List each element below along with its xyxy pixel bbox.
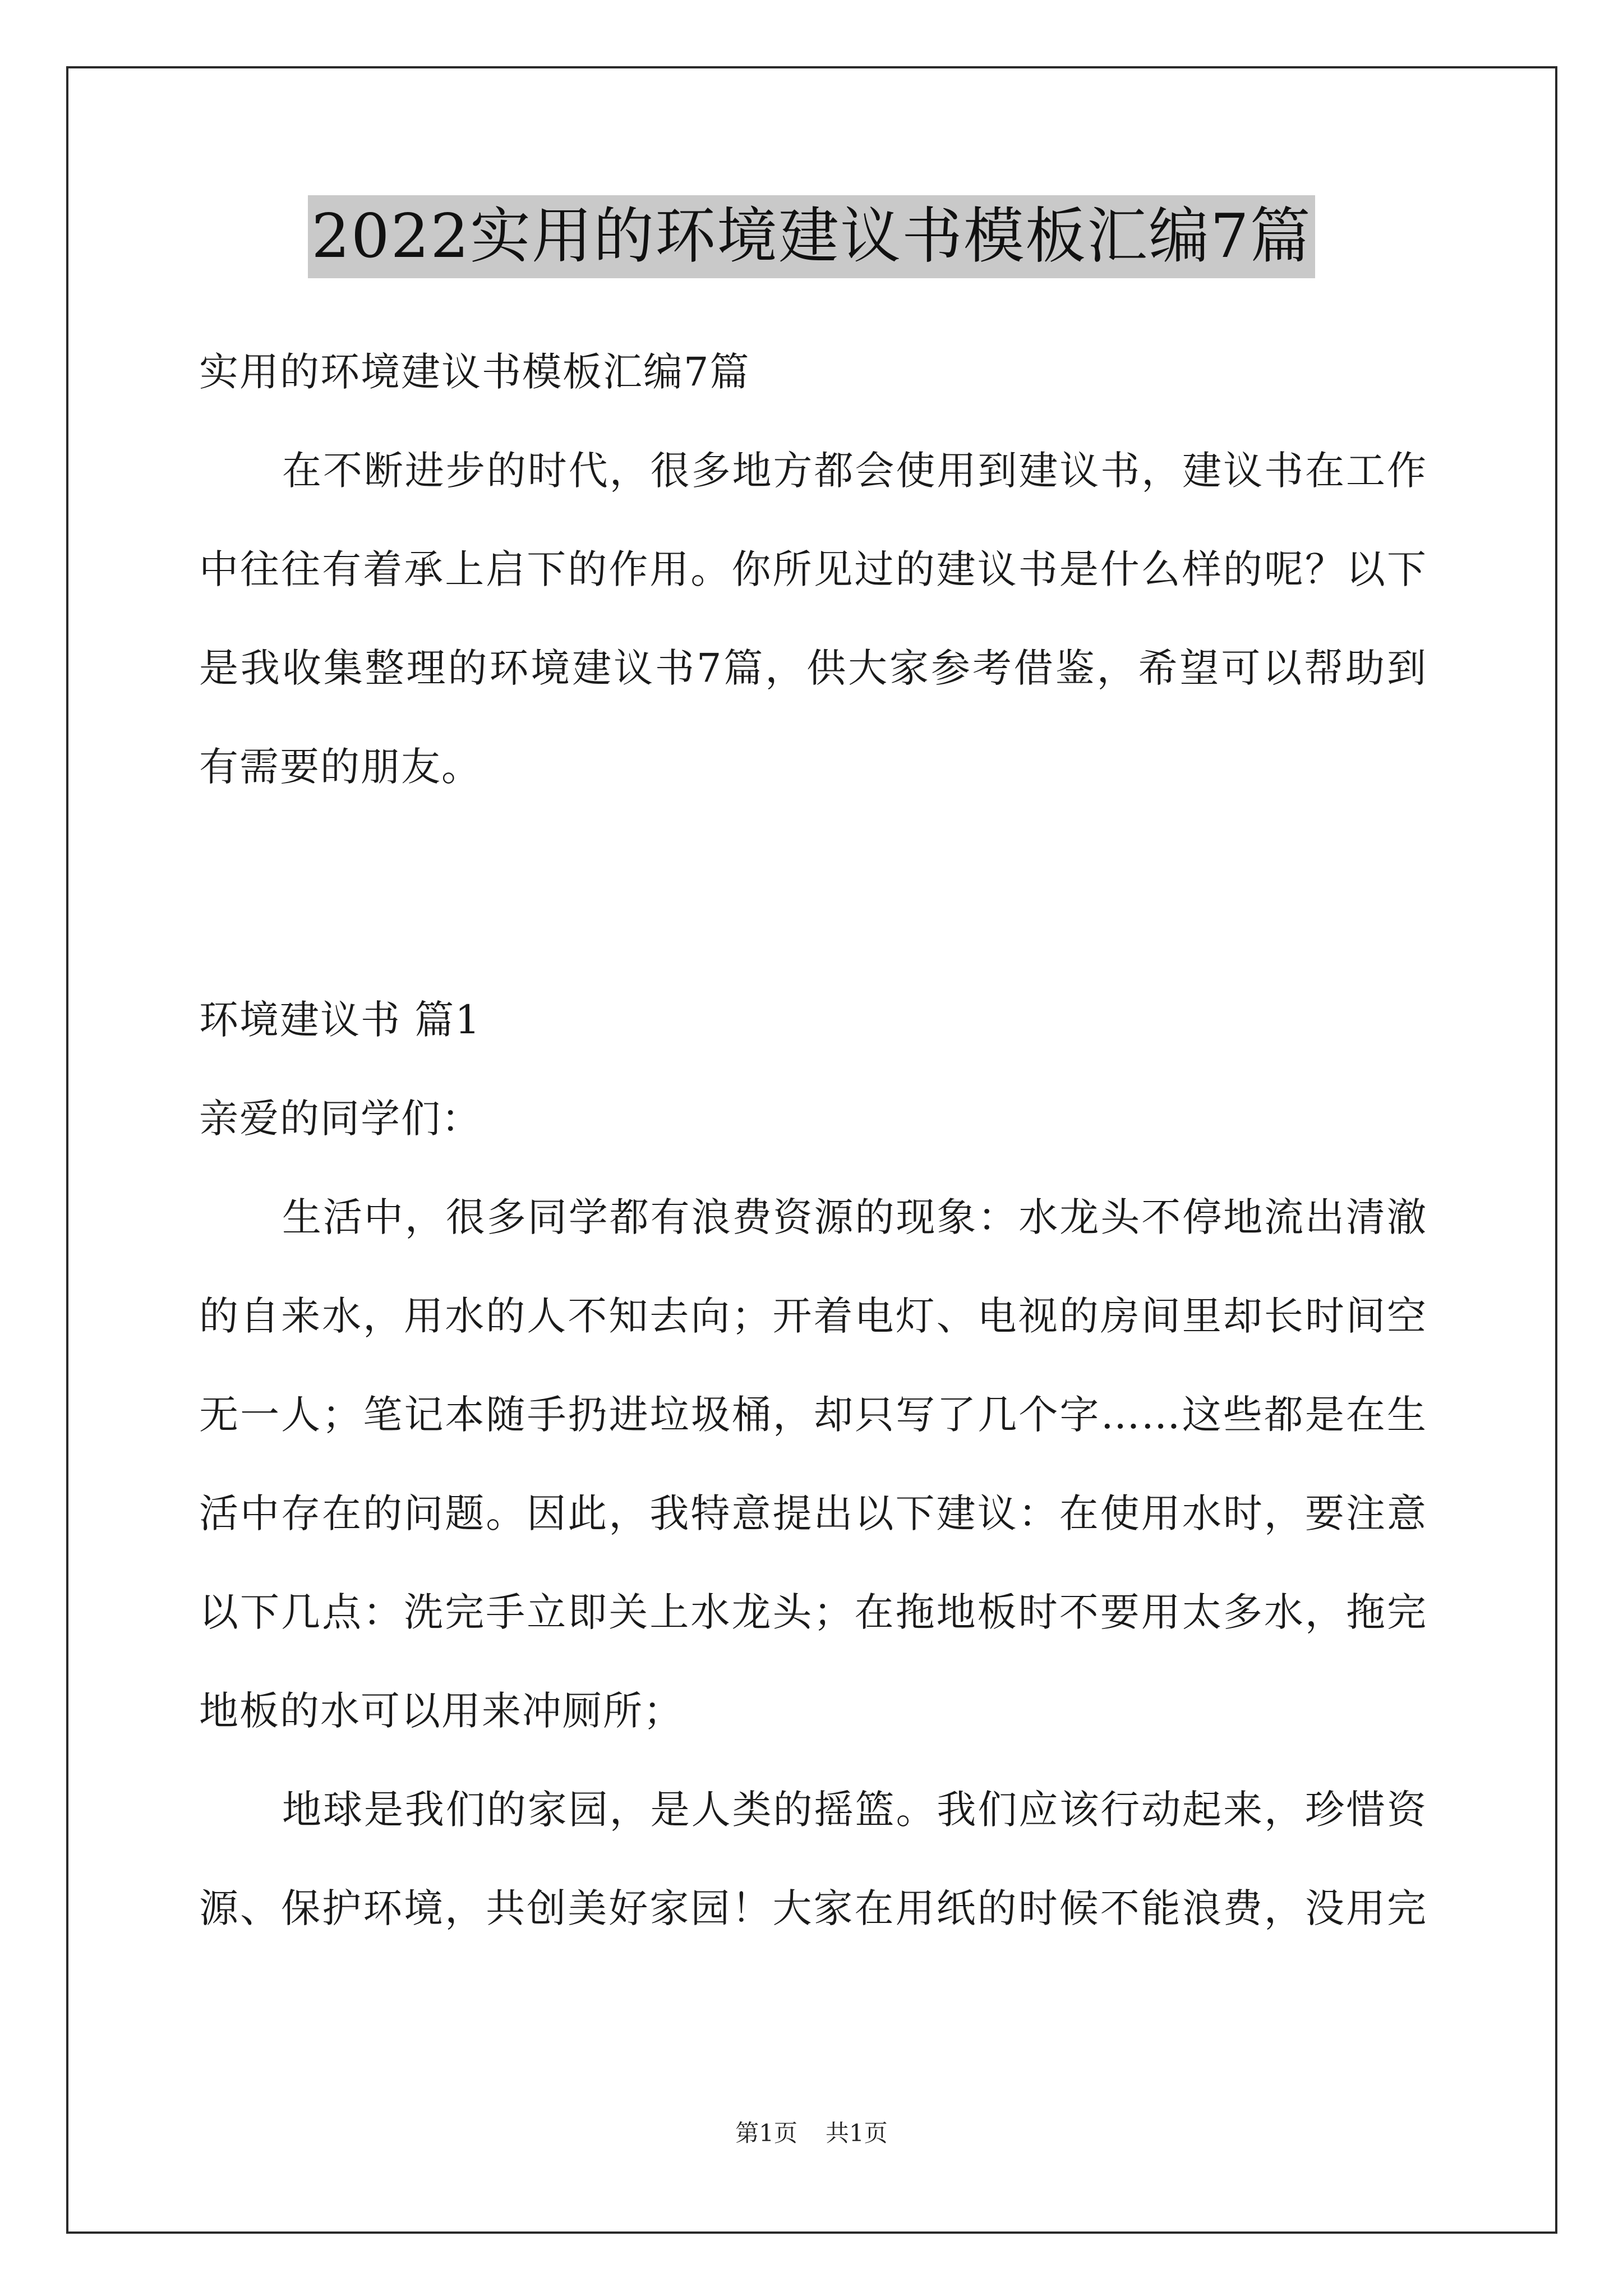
- paragraph-line: 地板的水可以用来冲厕所；: [199, 1688, 684, 1734]
- paragraph-line: 以下几点：洗完手立即关上水龙头；在拖地板时不要用太多水，拖完: [199, 1589, 1427, 1635]
- paragraph-line: 活中存在的问题。因此，我特意提出以下建议：在使用水时，要注意: [199, 1490, 1427, 1536]
- intro-line: 在不断进步的时代，很多地方都会使用到建议书，建议书在工作: [282, 448, 1427, 494]
- paragraph-line: 无一人；笔记本随手扔进垃圾桶，却只写了几个字……这些都是在生: [199, 1392, 1427, 1438]
- document-subtitle: 实用的环境建议书模板汇编7篇: [199, 349, 750, 395]
- salutation: 亲爱的同学们：: [199, 1096, 482, 1142]
- intro-line: 中往往有着承上启下的作用。你所见过的建议书是什么样的呢？以下: [199, 546, 1427, 592]
- document-body: [199, 323, 1427, 816]
- section-1: [199, 970, 1427, 1958]
- page-number-current: 第1页: [735, 2119, 797, 2147]
- document-title: 2022实用的环境建议书模板汇编7篇: [308, 195, 1315, 278]
- intro-line: 是我收集整理的环境建议书7篇，供大家参考借鉴，希望可以帮助到: [199, 645, 1427, 691]
- section-heading: 环境建议书 篇1: [199, 997, 481, 1043]
- title-container: [0, 195, 1623, 278]
- page-footer: [0, 2119, 1623, 2147]
- paragraph-line: 生活中，很多同学都有浪费资源的现象：水龙头不停地流出清澈: [282, 1194, 1427, 1240]
- intro-line: 有需要的朋友。: [199, 744, 482, 790]
- paragraph-line: 的自来水，用水的人不知去向；开着电灯、电视的房间里却长时间空: [199, 1293, 1427, 1339]
- paragraph-line: 源、保护环境，共创美好家园！大家在用纸的时候不能浪费，没用完: [199, 1885, 1427, 1931]
- page-number-total: 共1页: [826, 2119, 888, 2147]
- paragraph-line: 地球是我们的家园，是人类的摇篮。我们应该行动起来，珍惜资: [282, 1787, 1427, 1833]
